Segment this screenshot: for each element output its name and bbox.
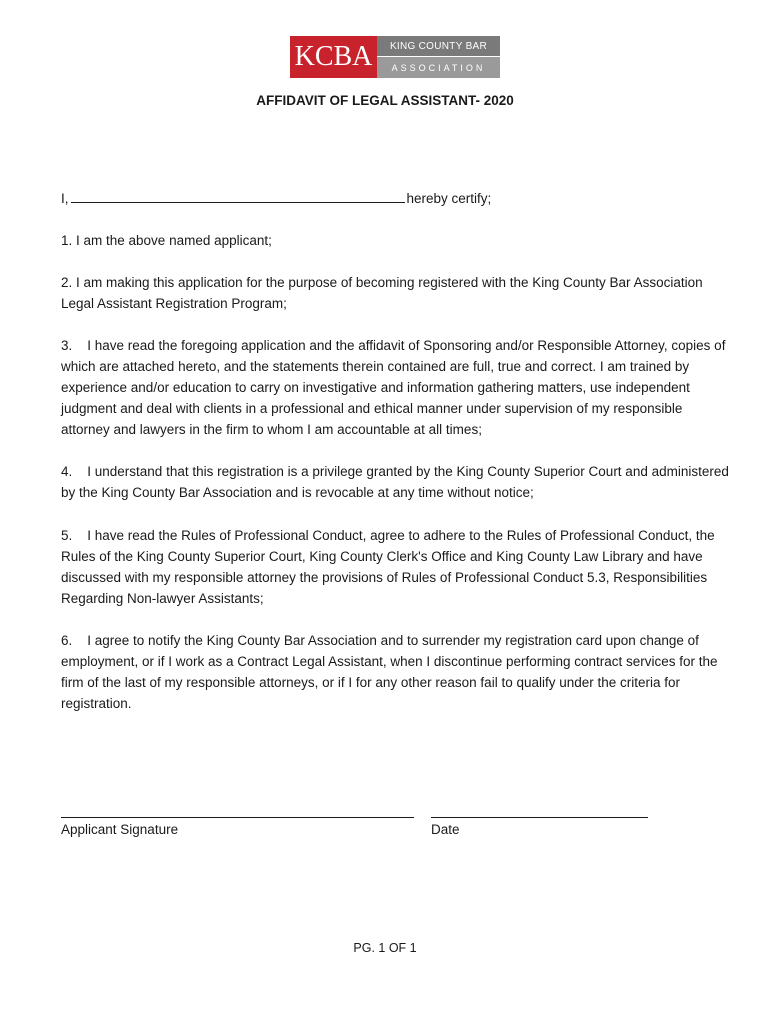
- kcba-logo: [290, 36, 500, 78]
- logo-line-1: KING COUNTY BAR: [377, 36, 500, 57]
- name-blank-line[interactable]: [71, 190, 405, 203]
- paragraph-1: 1. I am the above named applicant;: [61, 233, 272, 248]
- paragraph-4: 4. I understand that this registration is a privilege granted by the King County Superior Court and administered by the King County Bar Association and is revocable at any time without notice;: [61, 464, 729, 500]
- logo-line-2: ASSOCIATION: [377, 57, 500, 78]
- date-label: Date: [431, 822, 460, 837]
- certify-statement: [61, 188, 729, 209]
- certify-suffix: hereby certify;: [406, 191, 492, 206]
- paragraph-6: 6. I agree to notify the King County Bar Association and to surrender my registration card upon change of employment, or if I work as a Contract Legal Assistant, when I discontinue performing contract services for the firm of the last of my responsible attorneys, or if I for any other reason fail to qualify under the criteria for registration.: [61, 633, 718, 711]
- date-line[interactable]: [431, 817, 648, 818]
- applicant-signature-label: Applicant Signature: [61, 822, 179, 837]
- paragraph-2: 2. I am making this application for the purpose of becoming registered with the King County Bar Association Legal Assistant Registration Program;: [61, 275, 703, 311]
- logo-text: [377, 36, 500, 78]
- certify-prefix: I,: [61, 191, 69, 206]
- logo-mark: KCBA: [290, 36, 377, 78]
- paragraph-3: 3. I have read the foregoing application and the affidavit of Sponsoring and/or Responsible Attorney, copies of which are attached hereto, and the statements therein contained are full, true and correct. I am trained by experience and/or education to carry on investigative and information gathering matters, use independent judgment and deal with clients in a professional and ethical manner under supervision of my responsible attorney and lawyers in the firm to whom I am accountable at all times;: [61, 338, 726, 437]
- applicant-signature-line[interactable]: [61, 817, 414, 818]
- page-number: PG. 1 OF 1: [353, 941, 417, 955]
- paragraph-5: 5. I have read the Rules of Professional Conduct, agree to adhere to the Rules of Professional Conduct, the Rules of the King County Superior Court, King County Clerk's Office and King County Law Library and have discussed with my responsible attorney the provisions of Rules of Professional Conduct 5.3, Responsibilities Regarding Non-lawyer Assistants;: [61, 528, 715, 606]
- document-title: AFFIDAVIT OF LEGAL ASSISTANT- 2020: [256, 93, 514, 108]
